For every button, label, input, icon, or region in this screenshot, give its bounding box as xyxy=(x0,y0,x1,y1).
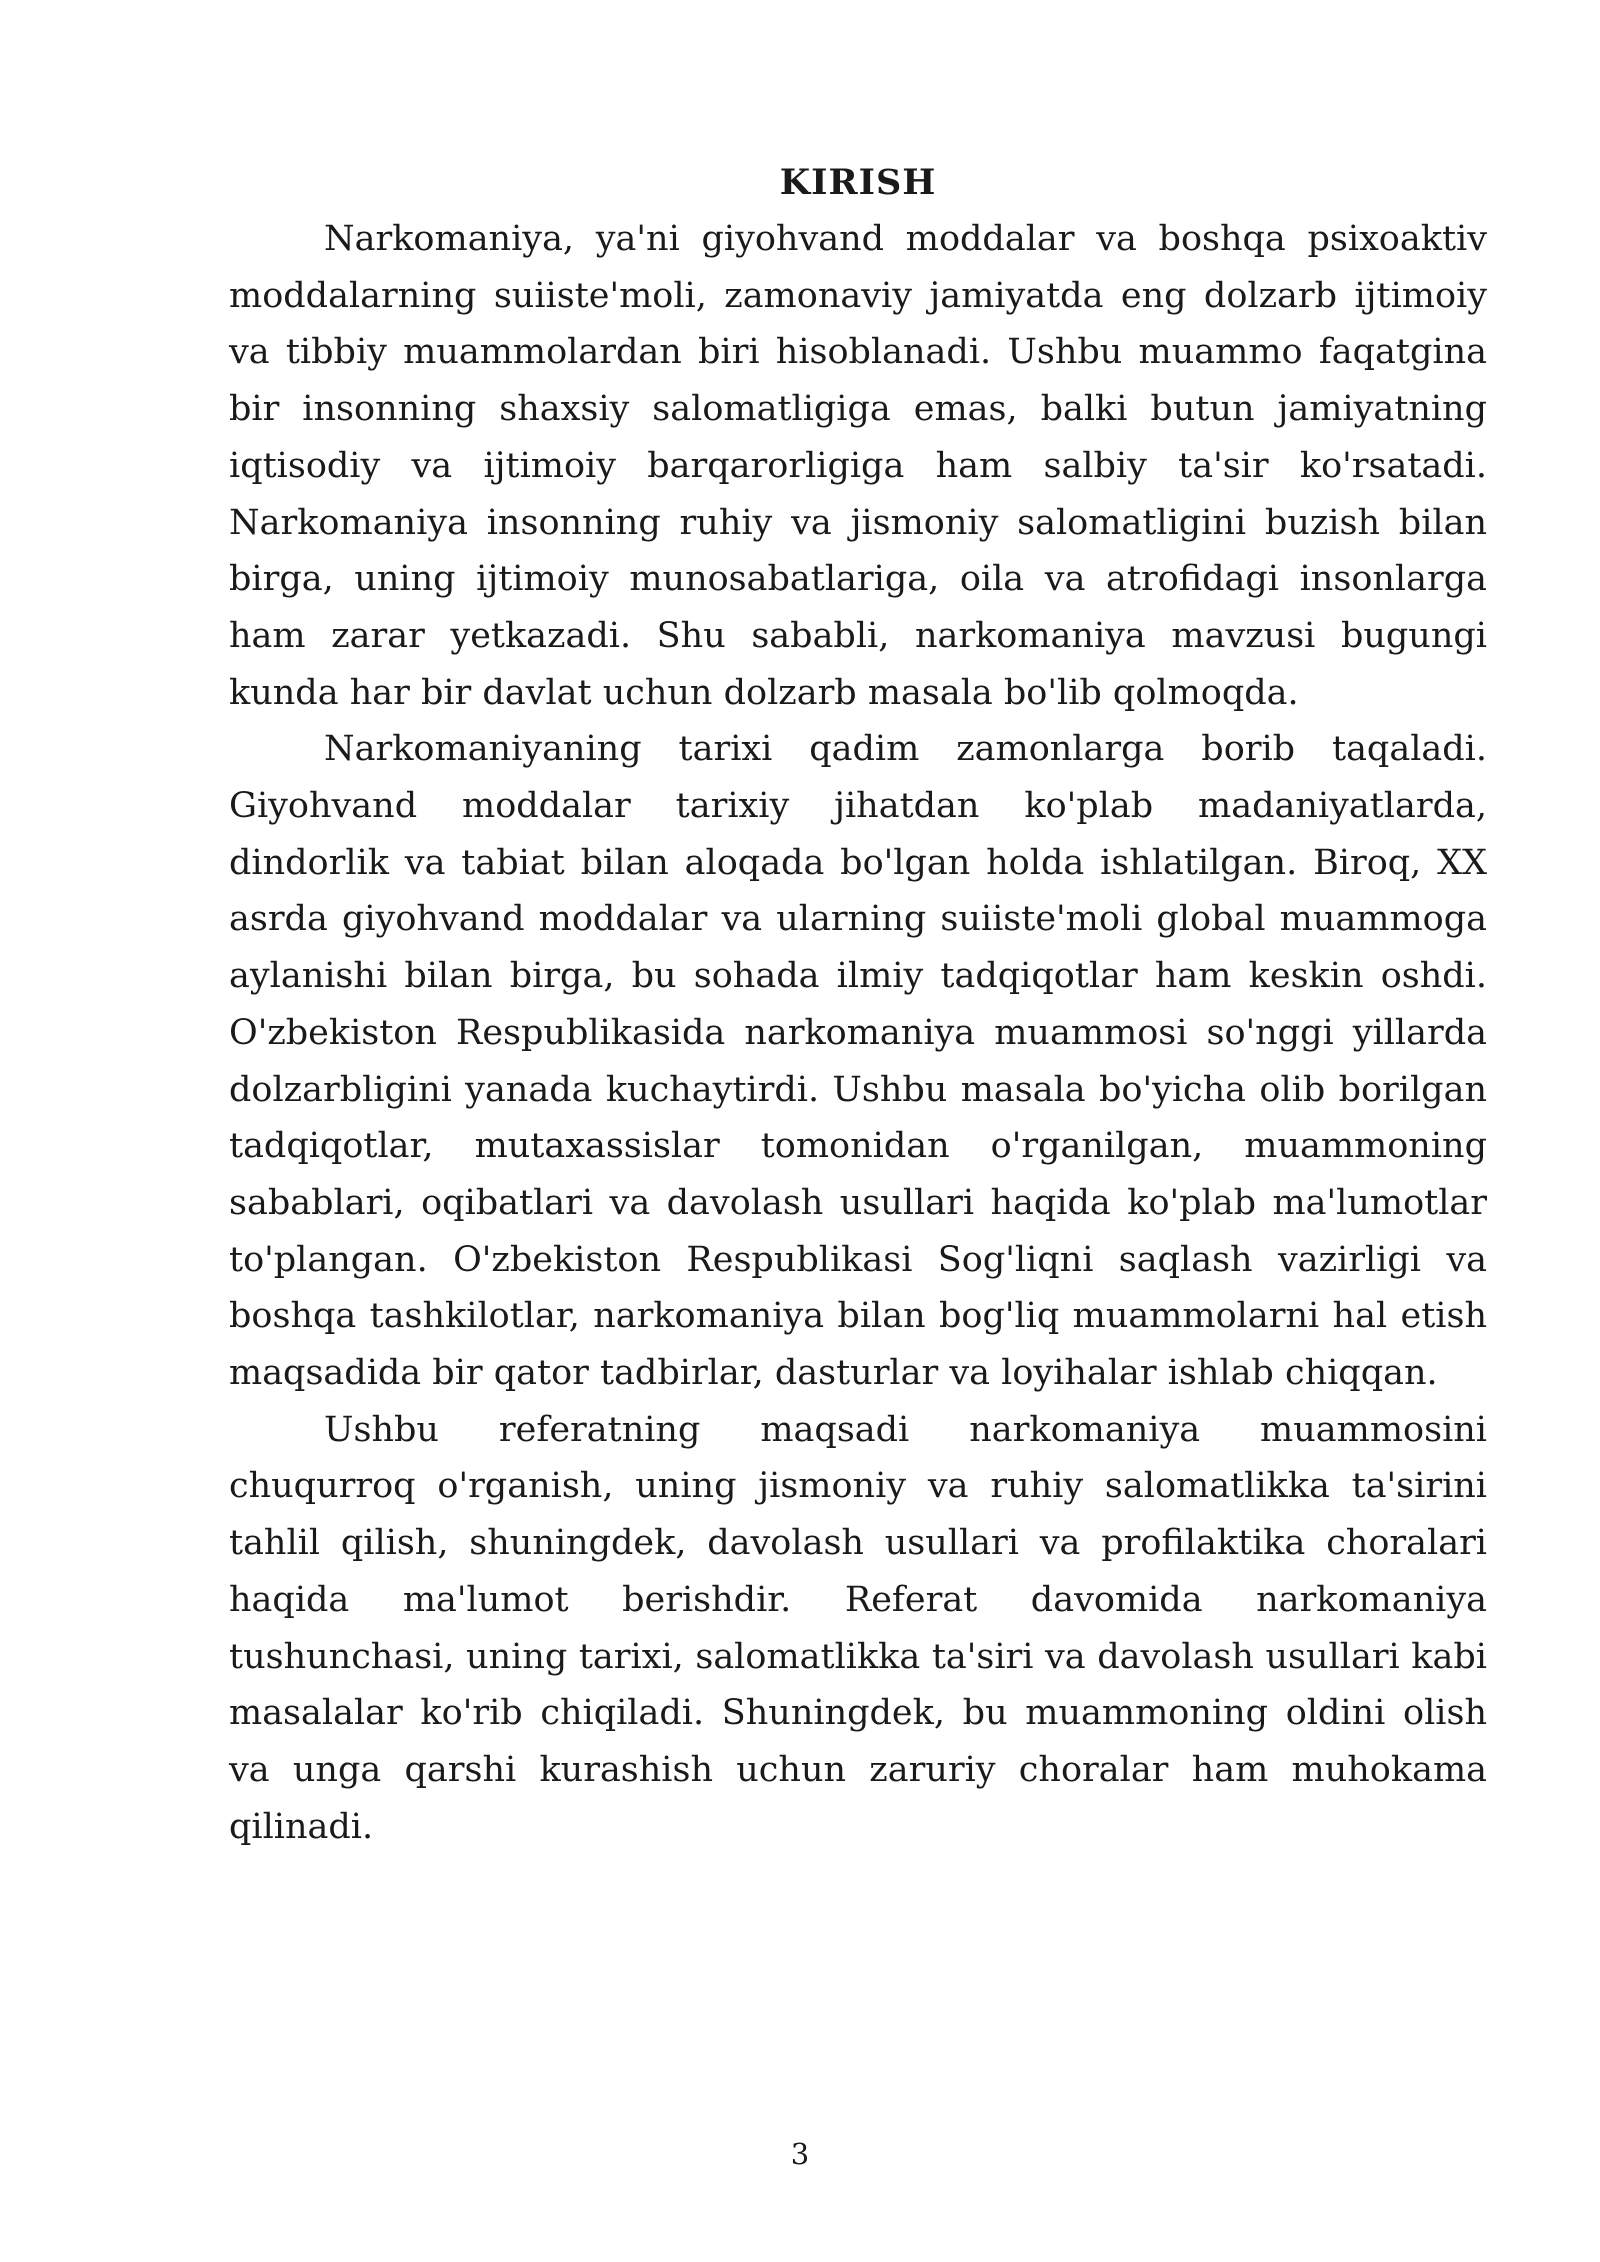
section-title: KIRISH xyxy=(779,162,937,203)
page-number: 3 xyxy=(790,2137,810,2171)
paragraph-aim: Ushbu referatning maqsadi narkomaniya muammosini chuqurroq o'rganish, uning jismoniy va ruhiy salomatlikka ta'sirini tahlil qilish, shuningdek, davolash usullari va profilaktika choralari haqida ma'lumot berishdir. Referat davomida narkomaniya tushunchasi, uning tarixi, salomatlikka ta'siri va davolash usullari kabi masalalar ko'rib chiqiladi. Shuningdek, bu muammoning oldini olish va unga qarshi kurashish uchun zaruriy choralar ham muhokama qilinadi. xyxy=(229,1409,1487,1847)
paragraph-history: Narkomaniyaning tarixi qadim zamonlarga borib taqaladi. Giyohvand moddalar tarixiy jihatdan ko'plab madaniyatlarda, dindorlik va tabiat bilan aloqada bo'lgan holda ishlatilgan. Biroq, XX asrda giyohvand moddalar va ularning suiiste'moli global muammoga aylanishi bilan birga, bu sohada ilmiy tadqiqotlar ham keskin oshdi. O'zbekiston Respublikasida narkomaniya muammosi so'nggi yillarda dolzarbligini yanada kuchaytirdi. Ushbu masala bo'yicha olib borilgan tadqiqotlar, mutaxassislar tomonidan o'rganilgan, muammoning sabablari, oqibatlari va davolash usullari haqida ko'plab ma'lumotlar to'plangan. O'zbekiston Respublikasi Sog'liqni saqlash vazirligi va boshqa tashkilotlar, narkomaniya bilan bog'liq muammolarni hal etish maqsadida bir qator tadbirlar, dasturlar va loyihalar ishlab chiqqan. xyxy=(229,729,1487,1394)
paragraph-intro: Narkomaniya, ya'ni giyohvand moddalar va boshqa psixoaktiv moddalarning suiiste'moli, zamonaviy jamiyatda eng dolzarb ijtimoiy va tibbiy muammolardan biri hisoblanadi. Ushbu muammo faqatgina bir insonning shaxsiy salomatligiga emas, balki butun jamiyatning iqtisodiy va ijtimoiy barqarorligiga ham salbiy ta'sir ko'rsatadi. Narkomaniya insonning ruhiy va jismoniy salomatligini buzish bilan birga, uning ijtimoiy munosabatlariga, oila va atrofidagi insonlarga ham zarar yetkazadi. Shu sababli, narkomaniya mavzusi bugungi kunda har bir davlat uchun dolzarb masala bo'lib qolmoqda. xyxy=(229,219,1487,713)
page-content xyxy=(229,155,1487,1855)
